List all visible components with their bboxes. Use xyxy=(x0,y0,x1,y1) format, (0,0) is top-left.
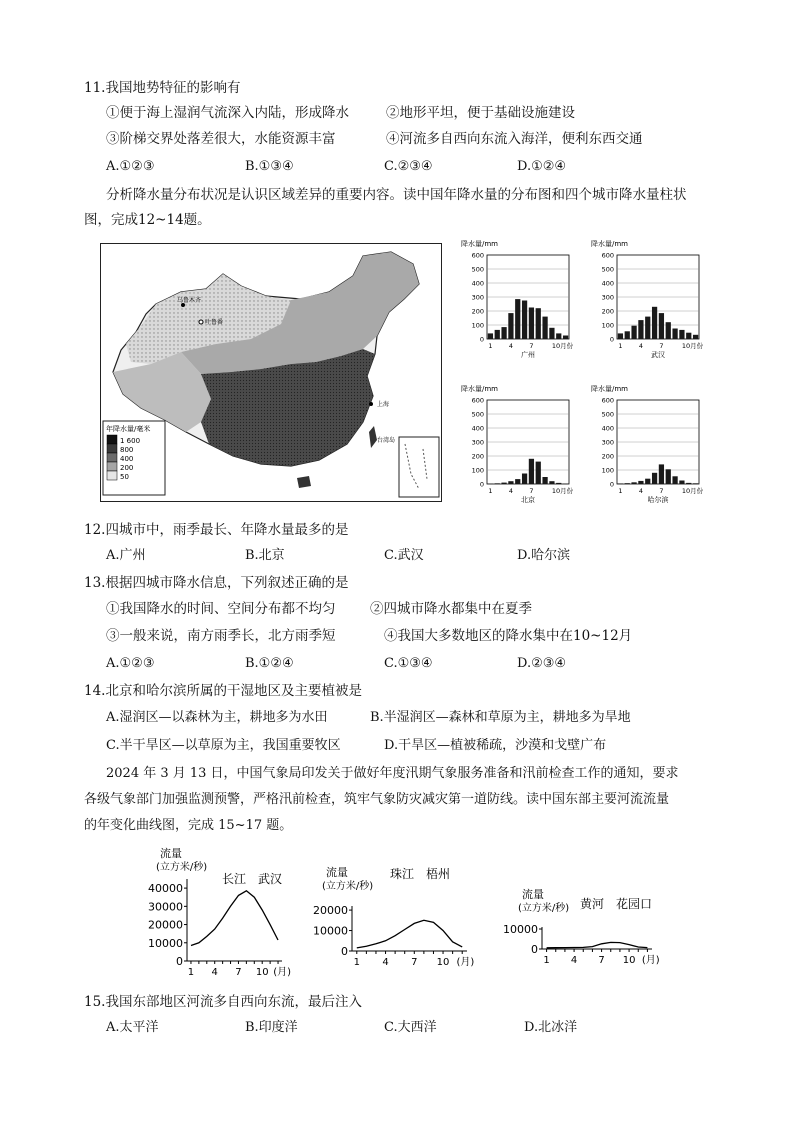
precipitation-bar xyxy=(529,308,534,340)
river-xtick: 4 xyxy=(211,967,218,978)
bar-chart-xtick: 7 xyxy=(529,487,534,495)
shanghai-label: 上海 xyxy=(377,401,390,408)
turpan-label: 吐鲁番 xyxy=(205,319,224,326)
river-ylabel-line-2: (立方米/秒) xyxy=(518,903,570,914)
bar-chart-ytick: 400 xyxy=(471,279,484,288)
bar-chart-xtick: 10月份 xyxy=(681,342,704,350)
legend-swatch-1 xyxy=(107,435,117,444)
precipitation-bar xyxy=(625,483,630,484)
bar-chart-xtick: 10月份 xyxy=(681,487,704,495)
legend-value-1: 1 600 xyxy=(120,437,141,445)
bar-chart-ytick: 600 xyxy=(471,251,484,260)
precipitation-bar xyxy=(693,335,698,339)
river-ylabel-line-1: 流量 xyxy=(326,866,348,879)
taiwan-label: 台湾岛 xyxy=(377,437,396,444)
legend-swatch-2 xyxy=(107,444,117,453)
river-xtick: 4 xyxy=(570,955,578,966)
bar-chart-ylabel: 降水量/mm xyxy=(461,240,498,248)
q13-option-a[interactable]: A.①②③ xyxy=(106,656,155,671)
bar-chart-xtick: 4 xyxy=(508,487,513,495)
q12-option-a[interactable]: A.广州 xyxy=(106,548,146,563)
q15-option-b[interactable]: B.印度洋 xyxy=(245,1020,298,1035)
bar-chart-ytick: 0 xyxy=(609,335,614,344)
q14-option-d[interactable]: D.干旱区—植被稀疏，沙漠和戈壁广布 xyxy=(384,738,607,753)
river-flow-line xyxy=(547,942,648,947)
bar-chart-ytick: 0 xyxy=(479,480,484,489)
bar-chart-ytick: 0 xyxy=(609,480,614,489)
q13-option-d[interactable]: D.②③④ xyxy=(517,656,567,671)
bar-chart-xtick: 1 xyxy=(618,487,623,495)
bar-chart-xtick: 4 xyxy=(508,342,513,350)
bar-chart-ytick: 600 xyxy=(601,396,614,405)
precipitation-bar xyxy=(542,317,547,339)
river-xtick: 10 xyxy=(436,957,450,968)
river-ytick: 30000 xyxy=(148,900,183,914)
precipitation-bar xyxy=(515,299,520,339)
precipitation-bar xyxy=(625,331,630,339)
q11-item-1: ①便于海上湿润气流深入内陆，形成降水 xyxy=(106,105,349,121)
bar-chart-xtick: 7 xyxy=(659,342,664,350)
river-xtick: 7 xyxy=(598,955,605,966)
legend-value-5: 50 xyxy=(120,473,129,481)
river-xtick: (月) xyxy=(456,957,475,968)
hainan-island xyxy=(297,476,311,488)
precipitation-bar xyxy=(536,308,541,339)
legend-title: 年降水量/毫米 xyxy=(106,425,151,433)
river-ylabel-line-2: (立方米/秒) xyxy=(156,862,208,873)
bar-chart-xtick: 7 xyxy=(659,487,664,495)
river-flow-line xyxy=(191,891,278,946)
intro-15-17-line-2: 各级气象部门加强监测预警，严格汛前检查，筑牢气象防灾减灾第一道防线。读中国东部主要河流流量 xyxy=(84,792,670,807)
river-ytick: 10000 xyxy=(148,936,183,950)
legend-swatch-3 xyxy=(107,453,117,462)
intro-15-17-line-3: 的年变化曲线图，完成 15~17 题。 xyxy=(84,818,293,833)
q12-option-c[interactable]: C.武汉 xyxy=(384,548,424,563)
q15-stem: 15.我国东部地区河流多自西向东流，最后注入 xyxy=(84,994,362,1010)
bar-chart-ytick: 200 xyxy=(471,307,484,316)
q11-option-b[interactable]: B.①③④ xyxy=(245,159,294,174)
bar-chart-city-title: 哈尔滨 xyxy=(647,496,669,504)
urumqi-label: 乌鲁木齐 xyxy=(177,297,202,304)
river-xtick: 1 xyxy=(353,957,360,968)
river-title: 黄河 花园口 xyxy=(580,897,653,911)
precipitation-bar xyxy=(495,483,500,484)
bar-chart-xtick: 10月份 xyxy=(551,342,574,350)
precipitation-bar xyxy=(659,313,664,339)
bar-chart-ytick: 300 xyxy=(601,438,614,447)
precipitation-bar xyxy=(556,333,561,339)
bar-chart-ytick: 400 xyxy=(601,424,614,433)
bar-chart-ytick: 100 xyxy=(601,466,614,475)
bar-chart-ytick: 400 xyxy=(471,424,484,433)
yangtze-wuhan-flow-chart xyxy=(140,845,300,980)
bar-chart-ytick: 600 xyxy=(601,251,614,260)
legend-swatch-4 xyxy=(107,462,117,471)
bar-chart-city-title: 武汉 xyxy=(651,351,665,359)
river-ylabel-line-1: 流量 xyxy=(160,847,182,860)
bar-chart-ytick: 500 xyxy=(601,265,614,274)
precipitation-bar xyxy=(638,320,643,339)
intro-12-14-line-2: 图，完成12~14题。 xyxy=(84,212,211,228)
bar-chart-ytick: 300 xyxy=(601,293,614,302)
river-xtick: 10 xyxy=(255,967,269,978)
yellow-huayuankou-flow-chart xyxy=(500,880,670,980)
q14-option-a[interactable]: A.湿润区—以森林为主，耕地多为水田 xyxy=(106,710,328,725)
river-xtick: 7 xyxy=(411,957,418,968)
river-xtick: 4 xyxy=(382,957,389,968)
precipitation-bar xyxy=(659,464,664,484)
intro-12-14-line-1: 分析降水量分布状况是认识区域差异的重要内容。读中国年降水量的分布图和四个城市降水量柱状 xyxy=(106,187,687,203)
river-title: 长江 武汉 xyxy=(222,872,283,886)
precipitation-bar xyxy=(501,483,506,484)
river-xtick: 7 xyxy=(235,967,242,978)
river-ytick: 10000 xyxy=(503,923,538,936)
bar-chart-4 xyxy=(591,384,704,504)
q15-option-a[interactable]: A.太平洋 xyxy=(106,1020,159,1035)
bar-chart-ylabel: 降水量/mm xyxy=(461,385,498,393)
river-xtick: (月) xyxy=(641,955,660,966)
precipitation-bar xyxy=(693,483,698,484)
precipitation-bar xyxy=(549,328,554,339)
intro-15-17-line-1: 2024 年 3 月 13 日，中国气象局印发关于做好年度汛期气象服务准备和汛前检查工作的通知，要求 xyxy=(106,766,679,781)
q14-option-b[interactable]: B.半湿润区—森林和草原为主，耕地多为旱地 xyxy=(370,710,631,725)
river-ytick: 0 xyxy=(341,945,348,958)
precipitation-bar xyxy=(495,330,500,339)
q13-item-3: ③一般来说，南方雨季长，北方雨季短 xyxy=(106,628,336,644)
q15-option-c[interactable]: C.大西洋 xyxy=(384,1020,437,1035)
bar-chart-xtick: 7 xyxy=(529,342,534,350)
taiwan-island xyxy=(369,426,377,448)
q13-option-b[interactable]: B.①②④ xyxy=(245,656,294,671)
precipitation-bar xyxy=(536,462,541,484)
bar-chart-ytick: 100 xyxy=(471,321,484,330)
precipitation-bar xyxy=(638,481,643,484)
river-title: 珠江 梧州 xyxy=(390,867,451,881)
q11-item-3: ③阶梯交界处落差很大，水能资源丰富 xyxy=(106,131,336,147)
precipitation-bar xyxy=(652,307,657,339)
bar-chart-xtick: 10月份 xyxy=(551,487,574,495)
bar-chart-2 xyxy=(591,239,704,359)
q11-option-d[interactable]: D.①②④ xyxy=(517,159,567,174)
river-flow-line xyxy=(357,920,462,948)
bar-chart-city-title: 广州 xyxy=(521,351,535,359)
precipitation-bar xyxy=(618,333,623,339)
precipitation-bar xyxy=(686,483,691,484)
bar-chart-ytick: 100 xyxy=(471,466,484,475)
precipitation-bar xyxy=(652,473,657,484)
bar-chart-ylabel: 降水量/mm xyxy=(591,385,628,393)
precipitation-bar xyxy=(556,483,561,484)
q11-stem: 11.我国地势特征的影响有 xyxy=(84,80,241,96)
shanghai-marker xyxy=(369,402,373,406)
precipitation-bar xyxy=(672,329,677,340)
china-precipitation-map xyxy=(100,243,442,502)
precipitation-bar xyxy=(631,482,636,484)
legend-value-4: 200 xyxy=(120,464,134,472)
precipitation-bar xyxy=(508,313,513,339)
precipitation-bar xyxy=(666,469,671,484)
precipitation-bar xyxy=(679,330,684,339)
q11-option-a[interactable]: A.①②③ xyxy=(106,159,155,174)
q14-stem: 14.北京和哈尔滨所属的干湿地区及主要植被是 xyxy=(84,683,362,699)
precipitation-bar xyxy=(529,459,534,484)
legend-value-3: 400 xyxy=(120,455,134,463)
river-xtick: (月) xyxy=(273,967,292,978)
river-xtick: 1 xyxy=(187,967,195,978)
bar-chart-city-title: 北京 xyxy=(521,496,535,504)
map-graphic xyxy=(101,244,441,501)
river-ytick: 0 xyxy=(176,955,183,968)
precipitation-bar xyxy=(645,479,650,484)
precipitation-bar xyxy=(488,333,493,339)
bar-chart-ytick: 300 xyxy=(471,293,484,302)
precipitation-bar xyxy=(631,326,636,339)
legend-value-2: 800 xyxy=(120,446,134,454)
q12-stem: 12.四城市中，雨季最长、年降水量最多的是 xyxy=(84,522,349,538)
precipitation-bar xyxy=(666,322,671,339)
bar-chart-ytick: 300 xyxy=(471,438,484,447)
turpan-marker xyxy=(199,320,203,324)
precipitation-bar xyxy=(522,474,527,485)
q12-option-d[interactable]: D.哈尔滨 xyxy=(517,548,571,563)
bar-chart-1 xyxy=(461,239,574,359)
q13-item-2: ②四城市降水都集中在夏季 xyxy=(370,601,532,617)
bar-chart-ytick: 500 xyxy=(471,265,484,274)
bar-chart-ytick: 200 xyxy=(601,307,614,316)
q11-item-2: ②地形平坦，便于基础设施建设 xyxy=(386,105,575,121)
bar-chart-xtick: 1 xyxy=(488,342,493,350)
bar-chart-ytick: 500 xyxy=(471,410,484,419)
precipitation-bar xyxy=(563,336,568,340)
precipitation-bar xyxy=(618,483,623,484)
river-ytick: 10000 xyxy=(313,924,348,938)
bar-chart-xtick: 4 xyxy=(638,487,643,495)
precipitation-bar xyxy=(501,327,506,339)
precipitation-bar xyxy=(686,333,691,339)
q13-item-4: ④我国大多数地区的降水集中在10~12月 xyxy=(384,628,633,644)
precipitation-bar xyxy=(549,481,554,484)
river-ytick: 0 xyxy=(531,943,538,956)
bar-chart-ylabel: 降水量/mm xyxy=(591,240,628,248)
bar-chart-ytick: 0 xyxy=(479,335,484,344)
bar-chart-ytick: 200 xyxy=(601,452,614,461)
river-ytick: 40000 xyxy=(148,882,183,896)
q12-option-b[interactable]: B.北京 xyxy=(245,548,285,563)
bar-chart-xtick: 1 xyxy=(488,487,493,495)
river-ytick: 20000 xyxy=(148,918,183,932)
precipitation-bar xyxy=(508,481,513,484)
bar-chart-xtick: 4 xyxy=(638,342,643,350)
q13-option-c[interactable]: C.①③④ xyxy=(384,656,433,671)
river-xtick: 10 xyxy=(622,955,636,966)
precipitation-bar xyxy=(522,301,527,340)
q13-stem: 13.根据四城市降水信息，下列叙述正确的是 xyxy=(84,575,349,591)
bar-chart-xtick: 1 xyxy=(618,342,623,350)
bar-chart-ytick: 600 xyxy=(471,396,484,405)
precipitation-bar xyxy=(515,479,520,484)
precipitation-bar xyxy=(679,481,684,485)
q11-option-c[interactable]: C.②③④ xyxy=(384,159,433,174)
precipitation-bar xyxy=(672,476,677,484)
q15-option-d[interactable]: D.北冰洋 xyxy=(524,1020,578,1035)
legend-swatch-5 xyxy=(107,471,117,480)
pearl-wuzhou-flow-chart xyxy=(310,862,475,980)
river-ylabel-line-1: 流量 xyxy=(522,888,544,901)
precipitation-bar xyxy=(542,477,547,484)
q14-option-c[interactable]: C.半干旱区—以草原为主，我国重要牧区 xyxy=(106,738,341,753)
river-ytick: 20000 xyxy=(313,904,348,918)
precipitation-bar xyxy=(645,317,650,339)
bar-chart-ytick: 500 xyxy=(601,410,614,419)
river-ylabel-line-2: (立方米/秒) xyxy=(322,881,374,892)
bar-chart-ytick: 100 xyxy=(601,321,614,330)
bar-chart-ytick: 400 xyxy=(601,279,614,288)
bar-chart-3 xyxy=(461,384,574,504)
city-precipitation-charts xyxy=(455,235,704,525)
q13-item-1: ①我国降水的时间、空间分布都不均匀 xyxy=(106,601,336,617)
q11-item-4: ④河流多自西向东流入海洋，便利东西交通 xyxy=(386,131,643,147)
bar-chart-ytick: 200 xyxy=(471,452,484,461)
river-xtick: 1 xyxy=(543,955,550,966)
